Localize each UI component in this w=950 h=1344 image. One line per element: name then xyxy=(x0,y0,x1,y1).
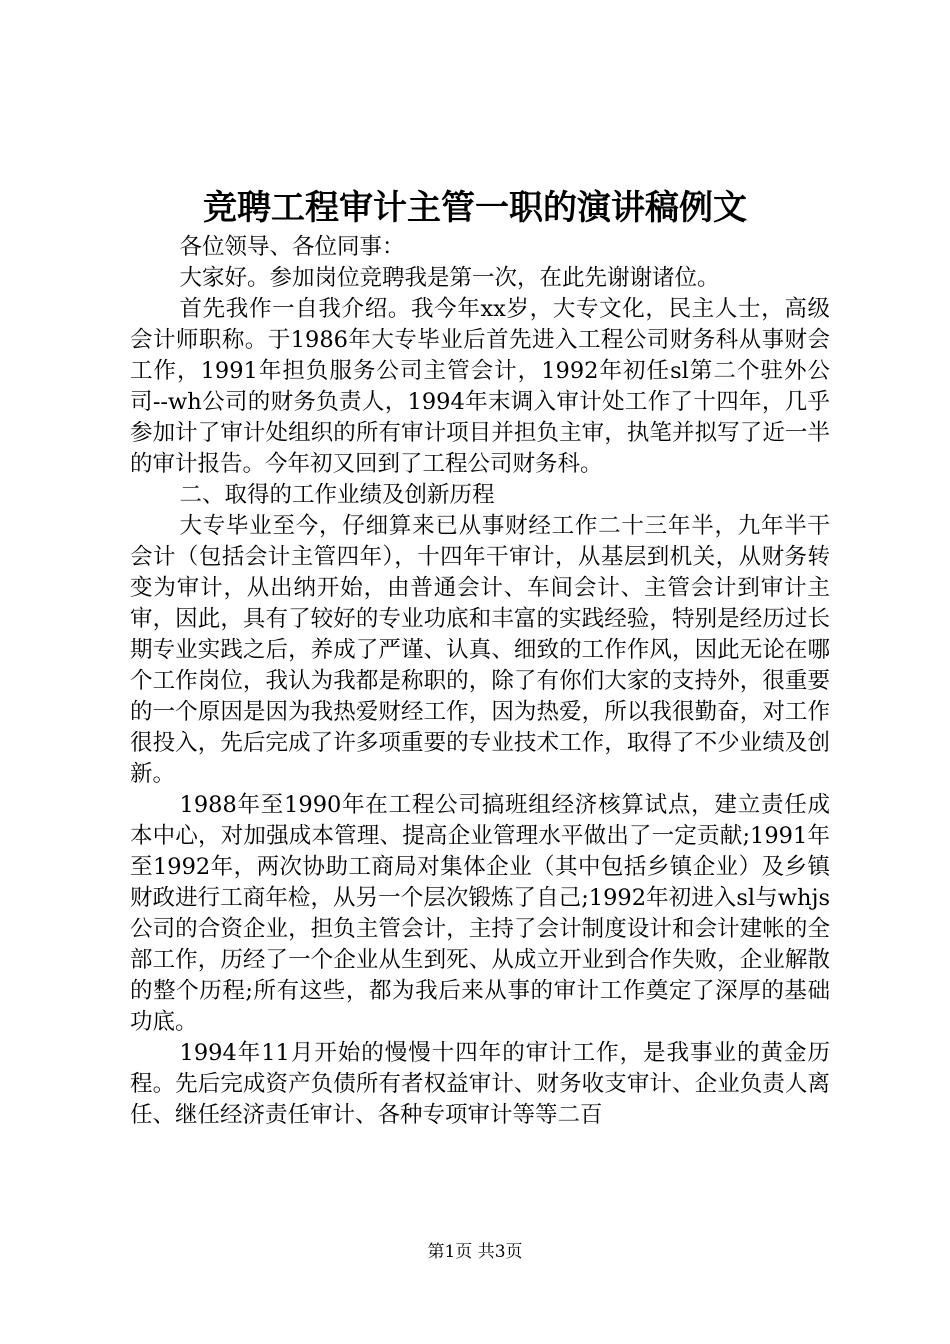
document-title: 竞聘工程审计主管一职的演讲稿例文 xyxy=(203,188,747,228)
paragraph-salutation: 各位领导、各位同事： xyxy=(179,234,405,260)
paragraph-audit-work: 1994年11月开始的慢慢十四年的审计工作，是我事业的黄金历程。先后完成资产负债所有者权益审计、财务收支审计、企业负责人离任、继任经济责任审计、各种专项审计等等二百 xyxy=(130,1040,830,1128)
section-heading-achievements: 二、取得的工作业绩及创新历程 xyxy=(179,482,495,508)
paragraph-self-introduction: 首先我作一自我介绍。我今年xx岁，大专文化，民主人士，高级会计师职称。于1986年大专毕业后首先进入工程公司财务科从事财会工作，1991年担负服务公司主管会计，1992年初任sl第二个驻外公司--wh公司的财务负责人，1994年末调入审计处工作了十四年，几乎参加计了审计处组织的所有审计项目并担负主审，执笔并拟写了近一半的审计报告。今年初又回到了工程公司财务科。 xyxy=(130,296,830,477)
paragraph-early-work: 1988年至1990年在工程公司搞班组经济核算试点，建立责任成本中心，对加强成本管理、提高企业管理水平做出了一定贡献;1991年至1992年，两次协助工商局对集体企业（其中包括乡镇企业）及乡镇财政进行工商年检，从另一个层次锻炼了自己;1992年初进入sl与whjs公司的合资企业，担负主管会计，主持了会计制度设计和会计建帐的全部工作，历经了一个企业从生到死、从成立开业到合作失败，企业解散的整个历程;所有这些，都为我后来从事的审计工作奠定了深厚的基础功底。 xyxy=(130,792,830,1035)
paragraph-greeting: 大家好。参加岗位竞聘我是第一次，在此先谢谢诸位。 xyxy=(179,265,720,291)
paragraph-career-summary: 大专毕业至今，仔细算来已从事财经工作二十三年半，九年半干会计（包括会计主管四年），十四年干审计，从基层到机关，从财务转变为审计，从出纳开始，由普通会计、车间会计、主管会计到审计主审，因此，具有了较好的专业功底和丰富的实践经验，特别是经历过长期专业实践之后，养成了严谨、认真、细致的工作作风，因此无论在哪个工作岗位，我认为我都是称职的，除了有你们大家的支持外，很重要的一个原因是因为我热爱财经工作，因为热爱，所以我很勤奋，对工作很投入，先后完成了许多项重要的专业技术工作，取得了不少业绩及创新。 xyxy=(130,513,830,787)
page-number-footer: 第1页 共3页 xyxy=(427,1242,523,1262)
document-body xyxy=(130,232,830,1131)
